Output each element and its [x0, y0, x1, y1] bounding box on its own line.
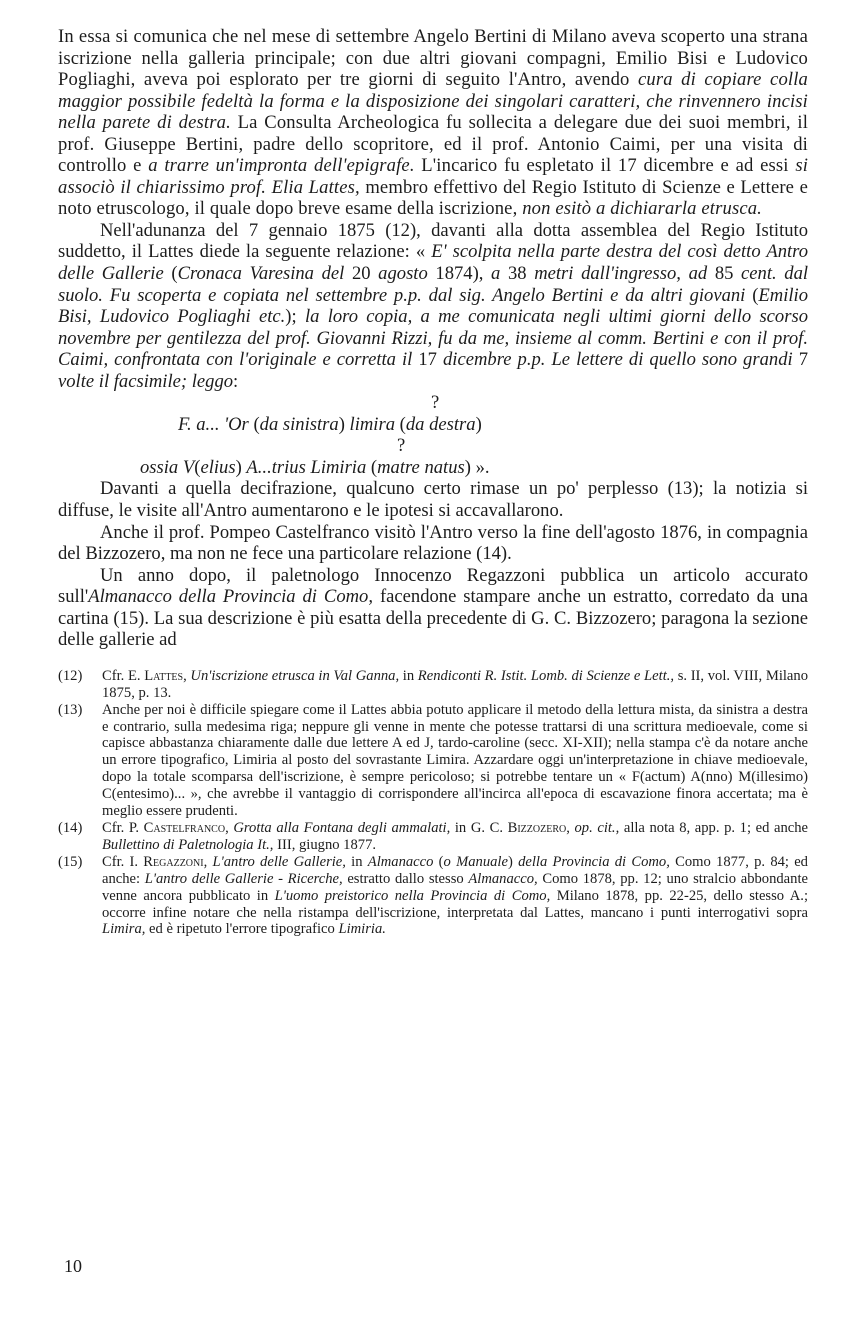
footnote-number: (12) — [58, 667, 83, 684]
footnote-number: (13) — [58, 701, 83, 718]
paragraph: Un anno dopo, il paletnologo Innocenzo Regazzoni pubblica un articolo accurato sull'Almanacco della Provincia di Como, facendone stampare anche un estratto, corredato da una cartina (15). La sua descrizione è più esatta della precedente di G. C. Bizzozero; paragona la sezione delle gallerie ad — [58, 564, 808, 651]
body-text — [58, 26, 808, 651]
footnote-text: Cfr. E. Lattes, Un'iscrizione etrusca in Val Ganna, in Rendiconti R. Istit. Lomb. di Scienze e Lett., s. II, vol. VIII, Milano 1875, p. 13. — [102, 667, 809, 701]
footnote-text: Cfr. I. Regazzoni, L'antro delle Gallerie, in Almanacco (o Manuale) della Provincia di Como, Como 1877, p. 84; ed anche: L'antro delle Gallerie - Ricerche, estratto dallo stesso Almanacco, Como 1878, pp. 12; uno stralcio abbondante venne ancora pubblicato in L'uomo preistorico nella Provincia di Como, Milano 1878, pp. 22-25, dello stesso A.; occorre infine notare che nella ristampa dell'iscrizione, interpretata dal Lattes, mancano i punti interrogativi sopra Limira, ed è ripetuto l'errore tipografico Limiria. — [102, 853, 808, 938]
footnotes — [58, 668, 808, 939]
footnote-number: (14) — [58, 820, 83, 837]
paragraph: Anche il prof. Pompeo Castelfranco visitò l'Antro verso la fine dell'agosto 1876, in compagnia del Bizzozero, ma non ne fece una particolare relazione (14). — [58, 521, 808, 565]
paragraph: In essa si comunica che nel mese di settembre Angelo Bertini di Milano aveva scoperto una strana iscrizione nella galleria principale; con due altri giovani compagni, Emilio Bisi e Ludovico Pogliaghi, aveva poi esplorato per tre giorni di seguito l'Antro, avendo cura di copiare colla maggior possibile fedeltà la forma e la disposizione dei singolari caratteri, che rinvennero incisi nella parete di destra. La Consulta Archeologica fu sollecita a delegare due dei suoi membri, il prof. Giuseppe Bertini, padre dello scopritore, ed il prof. Antonio Caimi, per una visita di controllo e a trarre un'impronta dell'epigrafe. L'incarico fu espletato il 17 dicembre e ad essi si associò il chiarissimo prof. Elia Lattes, membro effettivo del Regio Istituto di Scienze e Lettere e noto etruscologo, il quale dopo breve esame della iscrizione, non esitò a dichiararla etrusca. — [58, 26, 809, 220]
paragraph: Nell'adunanza del 7 gennaio 1875 (12), davanti alla dotta assemblea del Regio Istituto suddetto, il Lattes diede la seguente relazione: « E' scolpita nella parte destra del così detto Antro delle Gallerie (Cronaca Varesina del 20 agosto 1874), a 38 metri dall'ingresso, ad 85 cent. dal suolo. Fu scoperta e copiata nel settembre p.p. dal sig. Angelo Bertini e da altri giovani (Emilio Bisi, Ludovico Pogliaghi etc.); la loro copia, a me comunicata negli ultimi giorni dello scorso novembre per gentilezza del prof. Giovanni Rizzi, fu da me, insieme al comm. Bertini e con il prof. Caimi, confrontata con l'originale e corretta il 17 dicembre p.p. Le lettere di quello sono grandi 7 volte il facsimile; leggo: — [58, 219, 809, 392]
footnote-number: (15) — [58, 853, 83, 870]
paragraph: Davanti a quella decifrazione, qualcuno certo rimase un po' perplesso (13); la notizia si diffuse, le visite all'Antro aumentarono e le ipotesi si accavallarono. — [58, 478, 808, 522]
inscription-reading — [58, 392, 808, 478]
footnote — [58, 668, 808, 702]
footnote — [58, 702, 808, 820]
footnote-text: Cfr. P. Castelfranco, Grotta alla Fontana degli ammalati, in G. C. Bizzozero, op. cit., alla nota 8, app. p. 1; ed anche Bullettino di Paletnologia It., III, giugno 1877. — [102, 820, 809, 853]
page-number: 10 — [64, 1256, 82, 1276]
footnote — [58, 854, 808, 939]
page — [58, 26, 808, 938]
inscription-line: ossia V(elius) A...trius Limiria (matre natus) ». — [140, 456, 490, 478]
question-mark: ? — [431, 392, 440, 414]
inscription-line: F. a... 'Or (da sinistra) limira (da destra) — [178, 413, 482, 435]
footnote — [58, 820, 808, 854]
footnote-text: Anche per noi è difficile spiegare come il Lattes abbia potuto applicare il metodo della lettura mista, da sinistra a destra e contrario, sulla medesima riga; neppure gli venne in mente che potesse trattarsi di una scrittura medioevale, come si capisce abbastanza chiaramente dalle due lettere A ed J, tardo-caroline (secc. XI-XII); nella stampa c'è da notare anche un errore tipografico, Limiria al posto del sovrastante Limira. Azzardare oggi un'interpretazione in chiave medioevale, dopo la totale scomparsa dell'iscrizione, è sempre pericoloso; si potrebbe tentare un « F(actum) A(nno) M(illesimo) C(entesimo)... », che avrebbe il vantaggio di corrispondere all'incirca all'epoca di escavazione finora accertata; ma è meglio essere prudenti. — [102, 701, 808, 820]
question-mark: ? — [397, 435, 406, 457]
